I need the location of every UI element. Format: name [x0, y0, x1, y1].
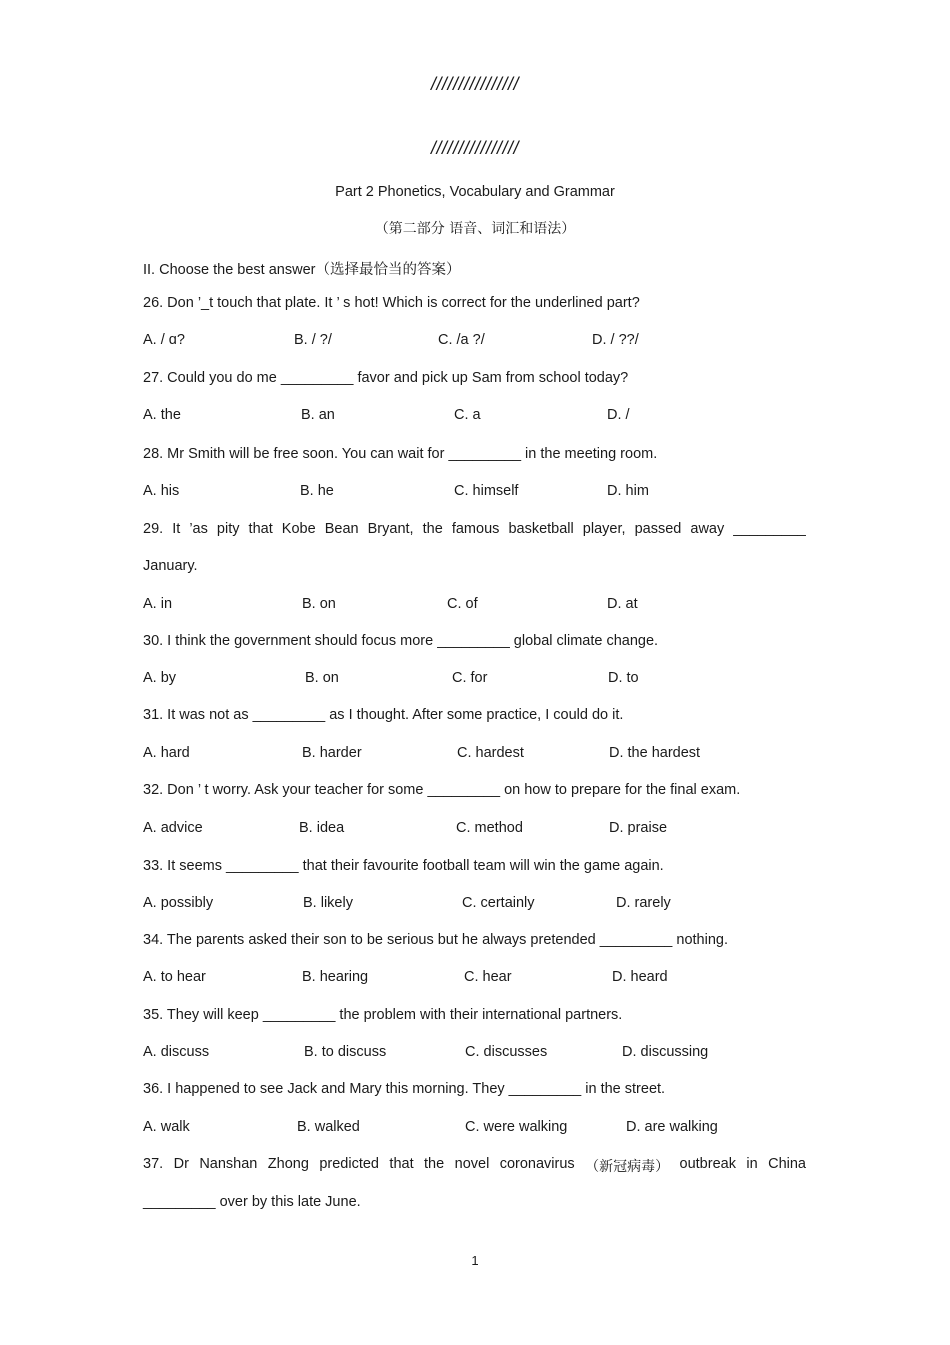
word: the: [424, 1156, 445, 1172]
word: Bean: [324, 521, 359, 537]
word: that: [389, 1156, 414, 1172]
question-35: 35. They will keep _________ the problem with their international partners.: [143, 1007, 623, 1023]
word: outbreak: [679, 1156, 736, 1172]
header-slashes-1: ////////////////: [430, 74, 519, 94]
option-a: A. the: [143, 407, 181, 423]
word: pity: [216, 521, 240, 537]
question-28: 28. Mr Smith will be free soon. You can wait for _________ in the meeting room.: [143, 446, 658, 462]
option-c: C. himself: [454, 483, 519, 499]
word: _________: [733, 521, 806, 537]
option-a: A. discuss: [143, 1044, 210, 1060]
page-number: 1: [471, 1253, 479, 1268]
option-b: B. / ?/: [294, 332, 332, 348]
question-29-cont: January.: [143, 558, 198, 574]
option-b: B. likely: [303, 895, 353, 911]
option-d: D. rarely: [616, 895, 671, 911]
option-c: C. for: [452, 670, 488, 686]
option-c: C. of: [447, 596, 478, 612]
word: basketball: [508, 521, 574, 537]
option-d: D. / ??/: [592, 332, 639, 348]
question-29: [143, 521, 806, 537]
part-title-cn: （第二部分 语音、词汇和语法）: [374, 221, 576, 237]
word: coronavirus: [499, 1156, 575, 1172]
option-d: D. the hardest: [609, 745, 701, 761]
option-a: A. walk: [143, 1119, 190, 1135]
option-c: C. were walking: [465, 1119, 568, 1135]
option-a: A. his: [143, 483, 180, 499]
option-b: B. hearing: [302, 969, 369, 985]
option-c: C. discusses: [465, 1044, 548, 1060]
option-b: B. harder: [302, 745, 362, 761]
word: China: [768, 1156, 806, 1172]
word: ’as: [189, 521, 208, 537]
option-d: D. to: [608, 670, 639, 686]
option-d: D. him: [607, 483, 649, 499]
word: 29.: [143, 521, 164, 537]
word: Zhong: [267, 1156, 309, 1172]
question-26: 26. Don ’_t touch that plate. It ’ s hot! Which is correct for the underlined part?: [143, 295, 640, 311]
header-slashes-2: ////////////////: [430, 138, 519, 158]
option-a: A. hard: [143, 745, 190, 761]
word: away: [690, 521, 725, 537]
question-31: 31. It was not as _________ as I thought. After some practice, I could do it.: [143, 707, 624, 723]
option-d: D. at: [607, 596, 638, 612]
question-34: 34. The parents asked their son to be serious but he always pretended _________ nothing.: [143, 932, 728, 948]
option-c: C. /a ?/: [438, 332, 485, 348]
option-d: D. /: [607, 407, 630, 423]
word: （新冠病毒）: [585, 1159, 670, 1175]
option-b: B. idea: [299, 820, 345, 836]
option-c: C. hardest: [457, 745, 524, 761]
option-b: B. he: [300, 483, 334, 499]
section-title: II. Choose the best answer（选择最恰当的答案）: [143, 262, 461, 278]
question-27: 27. Could you do me _________ favor and pick up Sam from school today?: [143, 370, 629, 386]
word: 37.: [143, 1156, 164, 1172]
word: It: [172, 521, 181, 537]
word: Dr: [173, 1156, 189, 1172]
word: that: [248, 521, 273, 537]
word: famous: [451, 521, 500, 537]
word: the: [422, 521, 443, 537]
option-a: A. by: [143, 670, 177, 686]
question-30: 30. I think the government should focus more _________ global climate change.: [143, 633, 659, 649]
question-37-cont: _________ over by this late June.: [143, 1194, 361, 1210]
option-a: A. advice: [143, 820, 203, 836]
option-d: D. are walking: [626, 1119, 718, 1135]
option-d: D. discussing: [622, 1044, 709, 1060]
option-d: D. praise: [609, 820, 668, 836]
option-b: B. to discuss: [304, 1044, 387, 1060]
option-d: D. heard: [612, 969, 668, 985]
option-b: B. walked: [297, 1119, 360, 1135]
part-title: Part 2 Phonetics, Vocabulary and Grammar: [335, 184, 615, 200]
word: in: [746, 1156, 758, 1172]
option-a: A. in: [143, 596, 173, 612]
option-c: C. a: [454, 407, 481, 423]
question-37: [143, 1156, 806, 1176]
question-36: 36. I happened to see Jack and Mary this morning. They _________ in the street.: [143, 1081, 666, 1097]
word: Nanshan: [199, 1156, 258, 1172]
word: Kobe: [281, 521, 316, 537]
option-c: C. method: [456, 820, 523, 836]
option-b: B. an: [301, 407, 335, 423]
option-b: B. on: [302, 596, 336, 612]
word: predicted: [319, 1156, 379, 1172]
question-32: 32. Don ’ t worry. Ask your teacher for some _________ on how to prepare for the final exam.: [143, 782, 741, 798]
option-b: B. on: [305, 670, 339, 686]
option-c: C. hear: [464, 969, 512, 985]
option-a: A. to hear: [143, 969, 206, 985]
word: passed: [634, 521, 682, 537]
option-a: A. / ɑ?: [143, 332, 185, 348]
word: Bryant,: [367, 521, 414, 537]
word: novel: [454, 1156, 490, 1172]
option-a: A. possibly: [143, 895, 214, 911]
word: player,: [582, 521, 626, 537]
question-33: 33. It seems _________ that their favourite football team will win the game again.: [143, 858, 664, 874]
option-c: C. certainly: [462, 895, 535, 911]
